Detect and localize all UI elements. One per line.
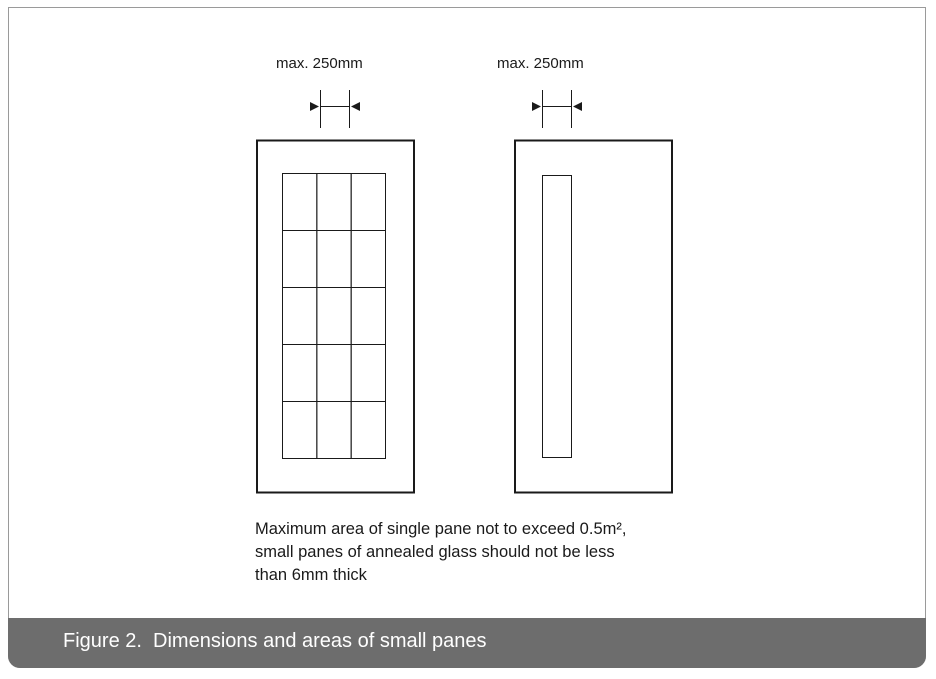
- figure-caption: Figure 2. Dimensions and areas of small panes: [63, 630, 487, 652]
- small-pane: [351, 345, 385, 402]
- note-line: Maximum area of single pane not to exceed 0.5m²,: [255, 520, 627, 538]
- left-window-frame: [257, 141, 414, 493]
- small-pane: [283, 288, 317, 345]
- small-pane: [283, 174, 317, 231]
- note-line: than 6mm thick: [255, 566, 367, 584]
- left-window: [257, 141, 414, 493]
- left-dim-arrow-right: [351, 102, 360, 111]
- small-pane: [351, 174, 385, 231]
- small-pane: [351, 231, 385, 288]
- right-window: [515, 141, 672, 493]
- small-pane: [317, 345, 351, 402]
- small-pane: [351, 402, 385, 459]
- small-pane: [283, 402, 317, 459]
- small-pane: [317, 288, 351, 345]
- small-pane: [283, 231, 317, 288]
- right-dimension-label: max. 250mm: [497, 55, 584, 72]
- left-dimension-label: max. 250mm: [276, 55, 363, 72]
- small-pane: [317, 231, 351, 288]
- right-window-frame: [515, 141, 672, 493]
- right-dimension-marker: [532, 90, 582, 128]
- right-single-pane: [543, 176, 572, 458]
- glazing-note: [255, 518, 675, 587]
- left-dimension-marker: [310, 90, 360, 128]
- right-dim-arrow-right: [573, 102, 582, 111]
- small-pane: [317, 402, 351, 459]
- left-dim-arrow-left: [310, 102, 319, 111]
- small-pane: [351, 288, 385, 345]
- right-dim-arrow-left: [532, 102, 541, 111]
- note-line: small panes of annealed glass should not be less: [255, 543, 615, 561]
- caption-bar: [8, 618, 926, 668]
- small-pane: [283, 345, 317, 402]
- left-pane-grid: [283, 174, 386, 459]
- small-pane: [317, 174, 351, 231]
